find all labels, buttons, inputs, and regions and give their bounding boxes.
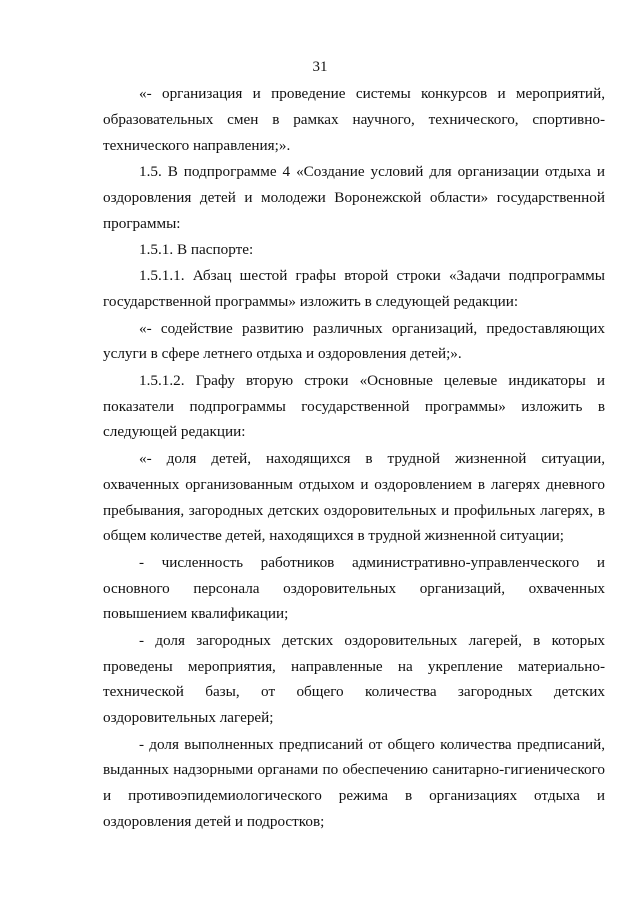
paragraph-1: «- организация и проведение системы конкурсов и мероприятий, образовательных смен в рамках научного, технического, спортивно-технического направления;». xyxy=(103,85,605,154)
paragraph-7: «- доля детей, находящихся в трудной жизненной ситуации, охваченных организованным отдыхом и оздоровлением в лагерях дневного пребывания, загородных детских оздоровительных и профильных лагерях, в общем количестве детей, находящихся в трудной жизненной ситуации; xyxy=(103,449,605,545)
paragraph-10: - доля выполненных предписаний от общего количества предписаний, выданных надзорными органами по обеспечению санитарно-гигиенического и противоэпидемиологического режима в организациях отдыха и оздоровления детей и подростков; xyxy=(103,735,605,831)
paragraph-2: 1.5. В подпрограмме 4 «Создание условий для организации отдыха и оздоровления детей и молодежи Воронежской области» государственной программы: xyxy=(103,163,605,232)
paragraph-6: 1.5.1.2. Графу вторую строки «Основные целевые индикаторы и показатели подпрограммы государственной программы» изложить в следующей редакции: xyxy=(103,371,605,441)
paragraph-8: - численность работников административно-управленческого и основного персонала оздоровительных организаций, охваченных повышением квалификации; xyxy=(103,553,605,623)
page-number: 31 xyxy=(312,59,328,75)
paragraph-9: - доля загородных детских оздоровительных лагерей, в которых проведены мероприятия, направленные на укрепление материально-технической базы, от общего количества загородных детских оздоровительных лагерей; xyxy=(103,631,605,727)
paragraph-4: 1.5.1.1. Абзац шестой графы второй строки «Задачи подпрограммы государственной программы» изложить в следующей редакции: xyxy=(103,267,605,311)
paragraph-3: 1.5.1. В паспорте: xyxy=(139,241,254,259)
document-body xyxy=(103,81,605,835)
paragraph-5: «- содействие развитию различных организаций, предоставляющих услуги в сфере летнего отдыха и оздоровления детей;». xyxy=(103,319,605,363)
